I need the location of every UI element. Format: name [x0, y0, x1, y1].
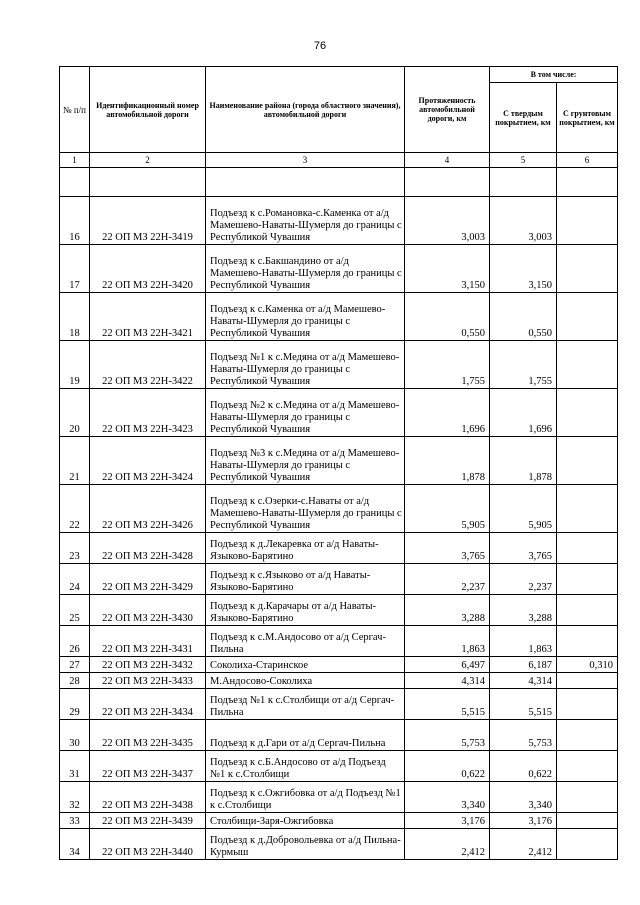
road-name: Подъезд к с.Каменка от а/д Мамешево-Наваты-Шумерля до границы с Республикой Чувашия — [206, 293, 405, 341]
soil-surface-length — [557, 437, 618, 485]
road-id: 22 ОП МЗ 22Н-3438 — [90, 782, 206, 813]
road-name: Подъезд к с.М.Андосово от а/д Сергач-Пильна — [206, 626, 405, 657]
road-name: М.Андосово-Соколиха — [206, 673, 405, 689]
hard-surface-length: 3,003 — [490, 197, 557, 245]
row-number: 34 — [60, 829, 90, 860]
soil-surface-length — [557, 389, 618, 437]
table-row — [60, 689, 618, 720]
hard-surface-length: 5,753 — [490, 720, 557, 751]
table-row — [60, 389, 618, 437]
road-id: 22 ОП МЗ 22Н-3428 — [90, 533, 206, 564]
hard-surface-length: 1,696 — [490, 389, 557, 437]
road-id: 22 ОП МЗ 22Н-3426 — [90, 485, 206, 533]
road-name: Подъезд к с.Озерки-с.Наваты от а/д Мамешево-Наваты-Шумерля до границы с Республикой Чувашия — [206, 485, 405, 533]
hard-surface-length: 6,187 — [490, 657, 557, 673]
hard-surface-length: 3,288 — [490, 595, 557, 626]
road-id: 22 ОП МЗ 22Н-3421 — [90, 293, 206, 341]
table-row — [60, 829, 618, 860]
road-id: 22 ОП МЗ 22Н-3433 — [90, 673, 206, 689]
column-number-row — [60, 153, 618, 168]
roads-table — [59, 66, 618, 860]
hard-surface-length: 4,314 — [490, 673, 557, 689]
header-col-length: Протяженность автомобильной дороги, км — [405, 67, 490, 153]
row-number: 24 — [60, 564, 90, 595]
road-id: 22 ОП МЗ 22Н-3429 — [90, 564, 206, 595]
hard-surface-length: 3,765 — [490, 533, 557, 564]
road-name: Подъезд к с.Романовка-с.Каменка от а/д Мамешево-Наваты-Шумерля до границы с Республикой Чувашия — [206, 197, 405, 245]
row-number: 21 — [60, 437, 90, 485]
road-id: 22 ОП МЗ 22Н-3435 — [90, 720, 206, 751]
road-length: 5,515 — [405, 689, 490, 720]
road-name: Подъезд к д.Добровольевка от а/д Пильна-Курмыш — [206, 829, 405, 860]
table-row — [60, 595, 618, 626]
road-length: 6,497 — [405, 657, 490, 673]
road-name: Столбищи-Заря-Ожгибовка — [206, 813, 405, 829]
row-number: 17 — [60, 245, 90, 293]
soil-surface-length — [557, 245, 618, 293]
header-col-id: Идентификационный номер автомобильной дороги — [90, 67, 206, 153]
table-row — [60, 720, 618, 751]
road-length: 4,314 — [405, 673, 490, 689]
road-length: 3,003 — [405, 197, 490, 245]
hard-surface-length: 2,237 — [490, 564, 557, 595]
road-name: Подъезд к д.Гари от а/д Сергач-Пильна — [206, 720, 405, 751]
road-length: 3,150 — [405, 245, 490, 293]
table-row — [60, 657, 618, 673]
road-id: 22 ОП МЗ 22Н-3434 — [90, 689, 206, 720]
road-id: 22 ОП МЗ 22Н-3432 — [90, 657, 206, 673]
page-number: 76 — [313, 40, 327, 52]
row-number: 29 — [60, 689, 90, 720]
header-col-no: № п/п — [60, 67, 90, 153]
road-id: 22 ОП МЗ 22Н-3430 — [90, 595, 206, 626]
hard-surface-length: 0,622 — [490, 751, 557, 782]
road-name: Подъезд к с.Б.Андосово от а/д Подъезд №1 к с.Столбищи — [206, 751, 405, 782]
soil-surface-length — [557, 751, 618, 782]
col-number: 4 — [405, 153, 490, 168]
row-number: 31 — [60, 751, 90, 782]
road-name: Подъезд к д.Карачары от а/д Наваты-Языково-Барятино — [206, 595, 405, 626]
road-name: Подъезд №1 к с.Столбищи от а/д Сергач-Пильна — [206, 689, 405, 720]
row-number: 19 — [60, 341, 90, 389]
hard-surface-length: 5,515 — [490, 689, 557, 720]
row-number: 28 — [60, 673, 90, 689]
table-header — [60, 67, 618, 197]
col-number: 1 — [60, 153, 90, 168]
road-length: 1,878 — [405, 437, 490, 485]
road-length: 1,755 — [405, 341, 490, 389]
road-name: Подъезд №3 к с.Медяна от а/д Мамешево-Наваты-Шумерля до границы с Республикой Чувашия — [206, 437, 405, 485]
hard-surface-length: 2,412 — [490, 829, 557, 860]
col-number: 2 — [90, 153, 206, 168]
soil-surface-length — [557, 689, 618, 720]
soil-surface-length — [557, 533, 618, 564]
soil-surface-length — [557, 626, 618, 657]
row-number: 27 — [60, 657, 90, 673]
road-length: 3,288 — [405, 595, 490, 626]
col-number: 6 — [557, 153, 618, 168]
row-number: 25 — [60, 595, 90, 626]
header-col-name: Наименование района (города областного значения), автомобильной дороги — [206, 67, 405, 153]
road-name: Подъезд к с.Ожгибовка от а/д Подъезд №1 к с.Столбищи — [206, 782, 405, 813]
header-col-incl: В том числе: — [490, 67, 618, 83]
road-id: 22 ОП МЗ 22Н-3423 — [90, 389, 206, 437]
road-id: 22 ОП МЗ 22Н-3440 — [90, 829, 206, 860]
road-length: 2,237 — [405, 564, 490, 595]
table-row — [60, 533, 618, 564]
table-row — [60, 751, 618, 782]
hard-surface-length: 3,150 — [490, 245, 557, 293]
road-length: 0,550 — [405, 293, 490, 341]
soil-surface-length — [557, 485, 618, 533]
road-name: Подъезд к с.Бакшандино от а/д Мамешево-Наваты-Шумерля до границы с Республикой Чувашия — [206, 245, 405, 293]
spacer-row — [60, 168, 618, 197]
header-col-soil: С грунтовым покрытием, км — [557, 83, 618, 153]
soil-surface-length — [557, 829, 618, 860]
soil-surface-length — [557, 673, 618, 689]
road-length: 2,412 — [405, 829, 490, 860]
soil-surface-length — [557, 341, 618, 389]
table-row — [60, 245, 618, 293]
table-row — [60, 564, 618, 595]
hard-surface-length: 1,878 — [490, 437, 557, 485]
table-row — [60, 341, 618, 389]
table-body — [60, 197, 618, 860]
hard-surface-length: 0,550 — [490, 293, 557, 341]
hard-surface-length: 1,755 — [490, 341, 557, 389]
row-number: 18 — [60, 293, 90, 341]
road-id: 22 ОП МЗ 22Н-3420 — [90, 245, 206, 293]
soil-surface-length — [557, 197, 618, 245]
road-id: 22 ОП МЗ 22Н-3437 — [90, 751, 206, 782]
road-id: 22 ОП МЗ 22Н-3419 — [90, 197, 206, 245]
soil-surface-length — [557, 564, 618, 595]
road-length: 1,696 — [405, 389, 490, 437]
row-number: 33 — [60, 813, 90, 829]
road-name: Подъезд №1 к с.Медяна от а/д Мамешево-Наваты-Шумерля до границы с Республикой Чувашия — [206, 341, 405, 389]
soil-surface-length — [557, 720, 618, 751]
table-row — [60, 485, 618, 533]
road-id: 22 ОП МЗ 22Н-3431 — [90, 626, 206, 657]
soil-surface-length: 0,310 — [557, 657, 618, 673]
soil-surface-length — [557, 595, 618, 626]
hard-surface-length: 5,905 — [490, 485, 557, 533]
road-name: Подъезд к д.Лекаревка от а/д Наваты-Языково-Барятино — [206, 533, 405, 564]
road-length: 1,863 — [405, 626, 490, 657]
road-name: Соколиха-Старинское — [206, 657, 405, 673]
row-number: 30 — [60, 720, 90, 751]
table-row — [60, 293, 618, 341]
header-col-hard: С твердым покрытием, км — [490, 83, 557, 153]
road-name: Подъезд №2 к с.Медяна от а/д Мамешево-Наваты-Шумерля до границы с Республикой Чувашия — [206, 389, 405, 437]
soil-surface-length — [557, 293, 618, 341]
table-row — [60, 626, 618, 657]
road-length: 5,753 — [405, 720, 490, 751]
soil-surface-length — [557, 782, 618, 813]
table-row — [60, 437, 618, 485]
hard-surface-length: 3,176 — [490, 813, 557, 829]
soil-surface-length — [557, 813, 618, 829]
table-row — [60, 813, 618, 829]
road-length: 3,176 — [405, 813, 490, 829]
road-id: 22 ОП МЗ 22Н-3422 — [90, 341, 206, 389]
road-length: 5,905 — [405, 485, 490, 533]
road-length: 0,622 — [405, 751, 490, 782]
row-number: 22 — [60, 485, 90, 533]
row-number: 23 — [60, 533, 90, 564]
hard-surface-length: 1,863 — [490, 626, 557, 657]
road-id: 22 ОП МЗ 22Н-3424 — [90, 437, 206, 485]
road-name: Подъезд к с.Языково от а/д Наваты-Языково-Барятино — [206, 564, 405, 595]
row-number: 16 — [60, 197, 90, 245]
road-length: 3,765 — [405, 533, 490, 564]
col-number: 3 — [206, 153, 405, 168]
row-number: 26 — [60, 626, 90, 657]
row-number: 32 — [60, 782, 90, 813]
road-id: 22 ОП МЗ 22Н-3439 — [90, 813, 206, 829]
col-number: 5 — [490, 153, 557, 168]
table-row — [60, 197, 618, 245]
hard-surface-length: 3,340 — [490, 782, 557, 813]
row-number: 20 — [60, 389, 90, 437]
table-row — [60, 673, 618, 689]
table-row — [60, 782, 618, 813]
road-length: 3,340 — [405, 782, 490, 813]
